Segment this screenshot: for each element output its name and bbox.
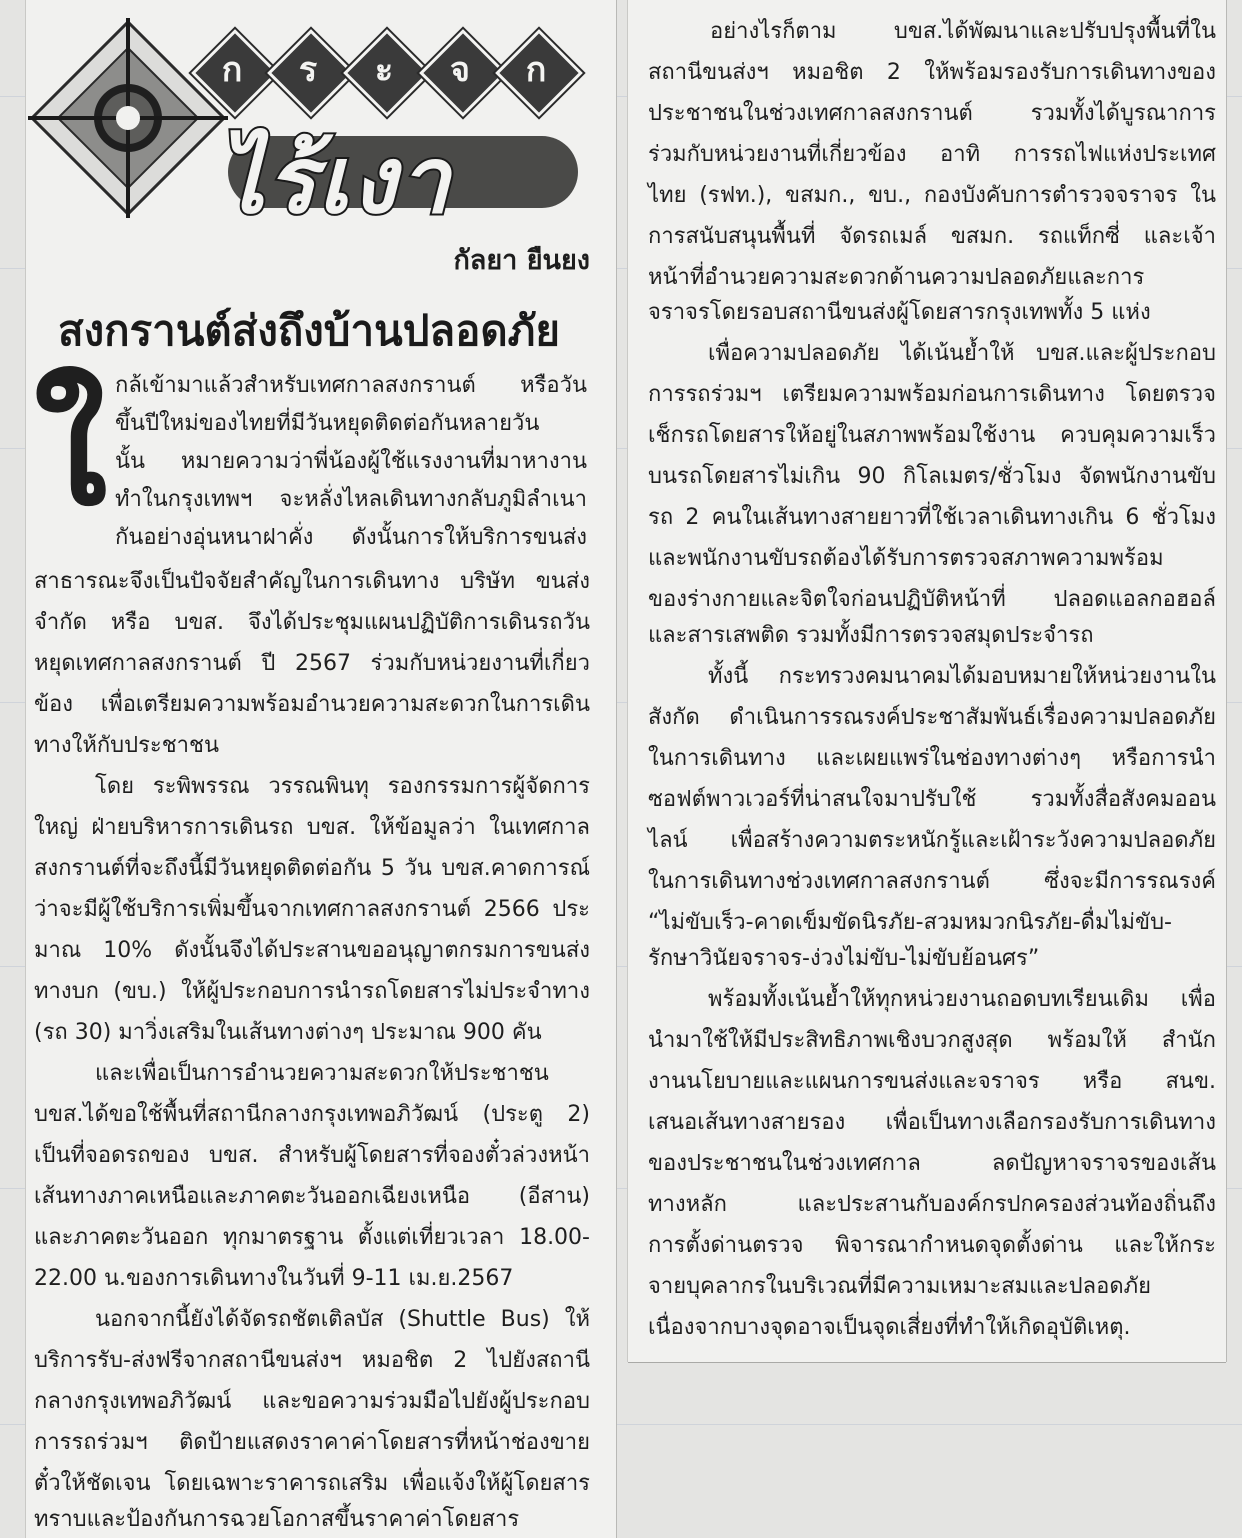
body-line: พร้อมทั้งเน้นย้ำให้ทุกหน่วยงานถอดบทเรียนเดิม เพื่อ — [708, 987, 1216, 1012]
body-line: และสารเสพติด รวมทั้งมีการตรวจสมุดประจำรถ — [648, 623, 1094, 648]
body-line: 22.00 น.ของการเดินทางในวันที่ 9-11 เม.ย.2567 — [34, 1266, 514, 1291]
body-line: ไลน์ เพื่อสร้างความตระหนักรู้และเฝ้าระวังความปลอดภัย — [648, 828, 1216, 853]
body-line: กลางกรุงเทพอภิวัฒน์ และขอความร่วมมือไปยังผู้ประกอบ — [34, 1389, 590, 1414]
body-line: มาณ 10% ดังนั้นจึงได้ประสานขออนุญาตกรมการขนส่ง — [34, 938, 590, 963]
logo-tile-letter: ร — [298, 50, 318, 90]
body-line: อย่างไรก็ตาม บขส.ได้พัฒนาและปรับปรุงพื้นที่ใน — [710, 19, 1216, 44]
body-line: บขส.ได้ขอใช้พื้นที่สถานีกลางกรุงเทพอภิวัฒน์ (ประตู 2) — [34, 1102, 590, 1127]
body-line: รักษาวินัยจราจร-ง่วงไม่ขับ-ไม่ขับย้อนศร” — [648, 946, 1040, 971]
body-line: การตั้งด่านตรวจ พิจารณากำหนดจุดตั้งด่าน และให้กระ — [648, 1233, 1216, 1258]
body-line: ใหญ่ ฝ่ายบริหารการเดินรถ บขส. ให้ข้อมูลว่า ในเทศกาล — [34, 815, 590, 840]
body-line: ข้อง เพื่อเตรียมความพร้อมอำนวยความสะดวกในการเดิน — [34, 692, 590, 717]
body-line: จายบุคลากรในบริเวณที่มีความเหมาะสมและปลอดภัย — [648, 1274, 1152, 1299]
body-line: (รถ 30) มาวิ่งเสริมในเส้นทางต่างๆ ประมาณ 900 คัน — [34, 1020, 542, 1045]
body-line: และภาคตะวันออก ทุกมาตรฐาน ตั้งแต่เที่ยวเวลา 18.00- — [34, 1225, 590, 1250]
body-line: กันอย่างอุ่นหนาฝาคั่ง ดังนั้นการให้บริการขนส่ง — [115, 525, 587, 550]
body-line: ซอฟต์พาวเวอร์ที่น่าสนใจมาปรับใช้ รวมทั้งสื่อสังคมออน — [648, 787, 1216, 812]
logo-tile-letter: ะ — [374, 50, 394, 90]
body-line: นอกจากนี้ยังได้จัดรถชัตเติลบัส (Shuttle Bus) ให้ — [95, 1307, 590, 1332]
body-line: ในการเดินทางช่วงเทศกาลสงกรานต์ ซึ่งจะมีการรณรงค์ — [648, 869, 1216, 894]
body-line: เช็กรถโดยสารให้อยู่ในสภาพพร้อมใช้งาน ควบคุมความเร็ว — [648, 423, 1216, 448]
body-line: ทราบและป้องกันการฉวยโอกาสขึ้นราคาค่าโดยสาร — [34, 1507, 520, 1532]
body-line: ร่วมกับหน่วยงานที่เกี่ยวข้อง อาทิ การรถไฟแห่งประเทศ — [648, 142, 1216, 167]
logo-title: ไร้เงา — [218, 127, 452, 234]
logo-tile-letter: จ — [450, 50, 470, 90]
body-line: โดย ระพิพรรณ วรรณพินทุ รองกรรมการผู้จัดการ — [95, 774, 590, 799]
body-line: ว่าจะมีผู้ใช้บริการเพิ่มขึ้นจากเทศกาลสงกรานต์ 2566 ประ — [34, 897, 590, 922]
body-line: จำกัด หรือ บขส. จึงได้ประชุมแผนปฏิบัติการเดินรถวัน — [34, 610, 590, 635]
body-line: ของประชาชนในช่วงเทศกาล ลดปัญหาจราจรของเส้น — [648, 1151, 1216, 1176]
body-line: ในการเดินทาง และเผยแพร่ในช่องทางต่างๆ หรือการนำ — [648, 746, 1216, 771]
drop-cap: ใ — [34, 363, 108, 539]
body-line: หน้าที่อำนวยความสะดวกด้านความปลอดภัยและการ — [648, 265, 1145, 290]
body-line: สังกัด ดำเนินการรณรงค์ประชาสัมพันธ์เรื่องความปลอดภัย — [648, 705, 1216, 730]
body-line: เสนอเส้นทางสายรอง เพื่อเป็นทางเลือกรองรับการเดินทาง — [648, 1110, 1216, 1135]
logo-tile-letter: ก — [221, 50, 243, 90]
body-line: บริการรับ-ส่งฟรีจากสถานีขนส่งฯ หมอชิต 2 ไปยังสถานี — [34, 1348, 590, 1373]
column-logo — [28, 18, 588, 234]
body-line: หยุดเทศกาลสงกรานต์ ปี 2567 ร่วมกับหน่วยงานที่เกี่ยว — [34, 651, 590, 676]
body-line: นั้น หมายความว่าพี่น้องผู้ใช้แรงงานที่มาหางาน — [115, 449, 587, 474]
body-line: บนรถโดยสารไม่เกิน 90 กิโลเมตร/ชั่วโมง จัดพนักงานขับ — [648, 464, 1216, 489]
author-byline: กัลยา ยืนยง — [453, 245, 590, 276]
body-line: ขึ้นปีใหม่ของไทยที่มีวันหยุดติดต่อกันหลายวัน — [115, 411, 540, 436]
body-line: และพนักงานขับรถต้องได้รับการตรวจสภาพความพร้อม — [648, 546, 1164, 571]
body-line: ทางบก (ขบ.) ให้ผู้ประกอบการนำรถโดยสารไม่ประจำทาง — [34, 979, 590, 1004]
body-line: การรถร่วมฯ ติดป้ายแสดงราคาค่าโดยสารที่หน้าช่องขาย — [34, 1430, 590, 1455]
body-line: นำมาใช้ให้มีประสิทธิภาพเชิงบวกสูงสุด พร้อมให้ สำนัก — [648, 1028, 1216, 1053]
headline: สงกรานต์ส่งถึงบ้านปลอดภัย — [58, 306, 560, 355]
body-line: สาธารณะจึงเป็นปัจจัยสำคัญในการเดินทาง บริษัท ขนส่ง — [34, 569, 590, 594]
body-line: ทั้งนี้ กระทรวงคมนาคมได้มอบหมายให้หน่วยงานใน — [708, 664, 1216, 689]
body-line: และเพื่อเป็นการอำนวยความสะดวกให้ประชาชน — [95, 1061, 549, 1086]
body-line: ไทย (รฟท.), ขสมก., ขบ., กองบังคับการตำรวจจราจร ใน — [648, 183, 1216, 208]
body-line: ของร่างกายและจิตใจก่อนปฏิบัติหน้าที่ ปลอดแอลกอฮอล์ — [648, 587, 1216, 612]
body-line: การสนับสนุนพื้นที่ จัดรถเมล์ ขสมก. รถแท็กซี่ และเจ้า — [648, 224, 1216, 249]
body-line: ทางให้กับประชาชน — [34, 733, 219, 758]
body-line: ตั๋วให้ชัดเจน โดยเฉพาะราคารถเสริม เพื่อแจ้งให้ผู้โดยสาร — [34, 1471, 590, 1496]
body-line: เนื่องจากบางจุดอาจเป็นจุดเสี่ยงที่ทำให้เกิดอุบัติเหตุ. — [648, 1315, 1131, 1340]
body-line: “ไม่ขับเร็ว-คาดเข็มขัดนิรภัย-สวมหมวกนิรภัย-ดื่มไม่ขับ- — [648, 910, 1172, 935]
body-line: เส้นทางภาคเหนือและภาคตะวันออกเฉียงเหนือ (อีสาน) — [34, 1184, 590, 1209]
body-line: รถ 2 คนในเส้นทางสายยาวที่ใช้เวลาเดินทางเกิน 6 ชั่วโมง — [648, 505, 1216, 530]
body-line: การรถร่วมฯ เตรียมความพร้อมก่อนการเดินทาง โดยตรวจ — [648, 382, 1216, 407]
body-line: สถานีขนส่งฯ หมอชิต 2 ให้พร้อมรองรับการเดินทางของ — [648, 60, 1216, 85]
body-line: จราจรโดยรอบสถานีขนส่งผู้โดยสารกรุงเทพทั้ง 5 แห่ง — [648, 300, 1151, 325]
body-line: งานนโยบายและแผนการขนส่งและจราจร หรือ สนข. — [648, 1069, 1216, 1094]
body-line: เพื่อความปลอดภัย ได้เน้นย้ำให้ บขส.และผู้ประกอบ — [708, 341, 1216, 366]
body-line: สงกรานต์ที่จะถึงนี้มีวันหยุดติดต่อกัน 5 วัน บขส.คาดการณ์ — [34, 856, 590, 881]
body-line: ประชาชนในช่วงเทศกาลสงกรานต์ รวมทั้งได้บูรณาการ — [648, 101, 1216, 126]
body-line: กล้เข้ามาแล้วสำหรับเทศกาลสงกรานต์ หรือวัน — [115, 373, 587, 398]
body-line: ทำในกรุงเทพฯ จะหลั่งไหลเดินทางกลับภูมิลำเนา — [115, 487, 587, 512]
body-line: ทางหลัก และประสานกับองค์กรปกครองส่วนท้องถิ่นถึง — [648, 1192, 1216, 1217]
body-line: เป็นที่จอดรถของ บขส. สำหรับผู้โดยสารที่จองตั๋วล่วงหน้า — [34, 1143, 590, 1168]
logo-tile-letter: ก — [525, 50, 547, 90]
